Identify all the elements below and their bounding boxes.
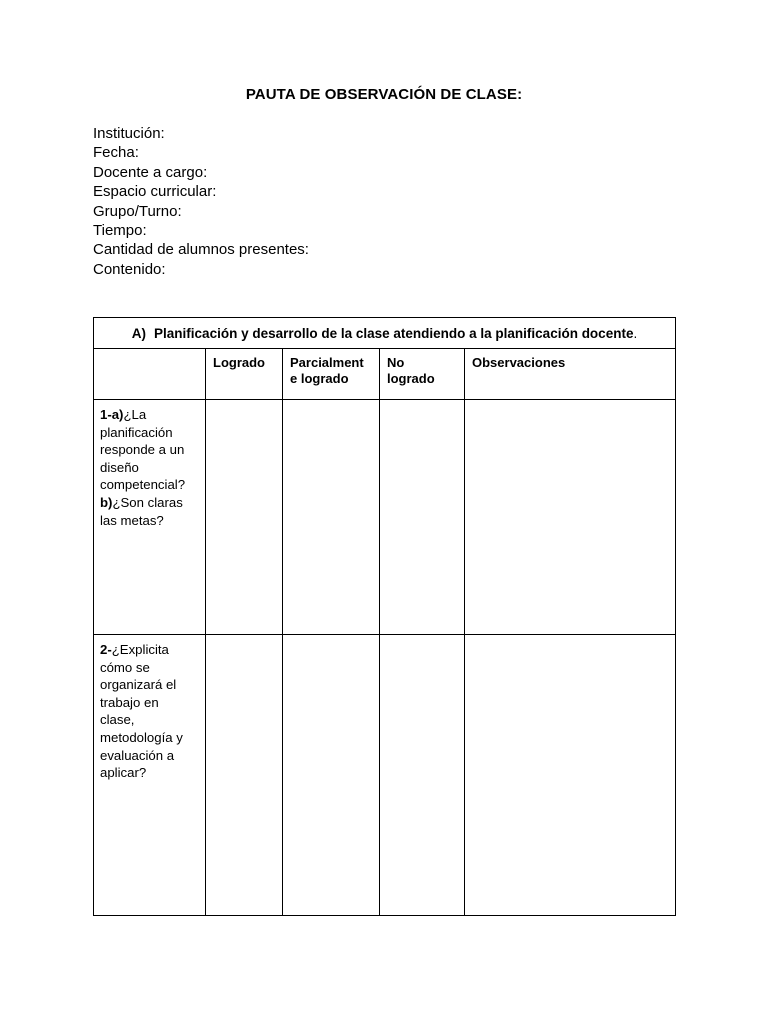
question-1a-text-line: responde a un <box>100 442 185 458</box>
header-logrado-label: Logrado <box>213 355 265 370</box>
header-logrado <box>206 349 283 400</box>
cell-observaciones[interactable] <box>465 400 676 635</box>
section-title: Planificación y desarrollo de la clase atendiendo a la planificación docente <box>154 325 634 341</box>
question-2-cell <box>94 635 206 916</box>
question-1a-text-line: diseño <box>100 459 139 475</box>
header-observaciones <box>465 349 676 400</box>
question-1a-prefix: 1-a) <box>100 407 124 422</box>
cell-parcialmente-logrado[interactable] <box>283 400 380 635</box>
field-espacio-curricular: Espacio curricular: <box>93 183 217 201</box>
field-tiempo: Tiempo: <box>93 222 147 240</box>
field-docente: Docente a cargo: <box>93 163 208 181</box>
cell-parcialmente-logrado[interactable] <box>283 635 380 916</box>
question-1a-text-line: competencial? <box>100 477 186 493</box>
section-trail: . <box>633 325 638 341</box>
question-1b-prefix: b) <box>100 494 113 510</box>
question-2-text-line: trabajo en <box>100 694 159 710</box>
field-contenido: Contenido: <box>93 260 166 278</box>
question-2-line <box>100 641 199 659</box>
question-2-text-line: clase, <box>100 712 135 728</box>
question-2-text: ¿Explicita <box>111 642 169 657</box>
question-2-text-line: aplicar? <box>100 765 147 781</box>
cell-logrado[interactable] <box>206 400 283 635</box>
question-2-text-line: cómo se <box>100 659 150 675</box>
cell-no-logrado[interactable] <box>380 635 465 916</box>
section-header <box>94 318 676 349</box>
document-title: PAUTA DE OBSERVACIÓN DE CLASE: <box>245 86 523 103</box>
header-fields <box>93 124 309 279</box>
question-1a-text: ¿La <box>123 407 147 422</box>
header-no-line-1: No <box>387 355 405 370</box>
header-parcial-line-2: e logrado <box>290 370 349 386</box>
header-row <box>94 349 676 400</box>
section-letter: A) <box>131 325 147 341</box>
field-cantidad-alumnos: Cantidad de alumnos presentes: <box>93 241 309 259</box>
header-no-logrado <box>380 349 465 400</box>
header-no-line-2: logrado <box>387 370 435 386</box>
question-2-text-line: evaluación a <box>100 747 175 763</box>
cell-no-logrado[interactable] <box>380 400 465 635</box>
question-2-text-line: metodología y <box>100 729 183 745</box>
question-1b-text: ¿Son claras <box>112 494 183 510</box>
header-parcialmente-logrado <box>283 349 380 400</box>
question-2-text-line: organizará el <box>100 677 177 693</box>
section-row <box>94 318 676 349</box>
question-1a-text-line: planificación <box>100 424 173 440</box>
question-1-cell <box>94 400 206 635</box>
field-grupo-turno: Grupo/Turno: <box>93 202 182 220</box>
cell-logrado[interactable] <box>206 635 283 916</box>
field-fecha: Fecha: <box>93 144 139 162</box>
observation-table <box>93 317 676 916</box>
cell-observaciones[interactable] <box>465 635 676 916</box>
question-2-prefix: 2- <box>100 642 112 657</box>
table-row <box>94 635 676 916</box>
question-1a-line <box>100 406 199 424</box>
question-1b-line <box>100 494 199 512</box>
question-1b-text-line: las metas? <box>100 512 164 528</box>
table-row <box>94 400 676 635</box>
field-institucion: Institución: <box>93 125 165 142</box>
header-blank <box>94 349 206 400</box>
header-parcial-line-1: Parcialment <box>290 355 364 370</box>
header-observaciones-label: Observaciones <box>472 355 566 370</box>
